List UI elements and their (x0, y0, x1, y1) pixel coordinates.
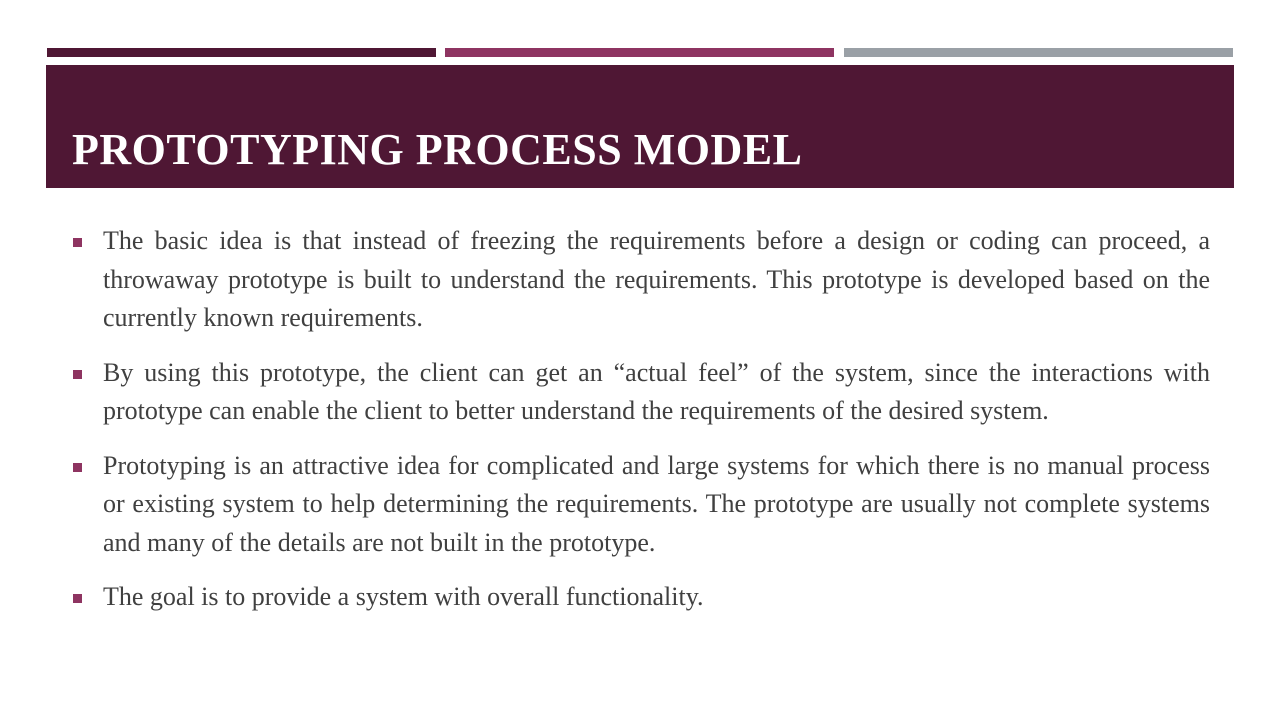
bullet-item (72, 447, 1210, 563)
square-bullet-icon (73, 463, 82, 472)
bullet-list (72, 222, 1210, 617)
bullet-item (72, 578, 1210, 617)
accent-bar-mid (445, 48, 834, 57)
slide-title: PROTOTYPING PROCESS MODEL (72, 125, 803, 174)
bullet-text: The goal is to provide a system with overall functionality. (103, 582, 704, 611)
square-bullet-icon (73, 370, 82, 379)
bullet-text: By using this prototype, the client can get an “actual feel” of the system, since the interactions with prototype can enable the client to better understand the requirements of the desired system. (103, 357, 1210, 425)
bullet-item (72, 222, 1210, 338)
bullet-text: Prototyping is an attractive idea for complicated and large systems for which there is no manual process or existing system to help determining the requirements. The prototype are usually not complete systems and many of the details are not built in the prototype. (103, 450, 1210, 557)
accent-bar-light (844, 48, 1233, 57)
square-bullet-icon (73, 594, 82, 603)
square-bullet-icon (73, 238, 82, 247)
title-banner (46, 65, 1234, 188)
bullet-text: The basic idea is that instead of freezing the requirements before a design or coding can proceed, a throwaway prototype is built to understand the requirements. This prototype is developed based on the currently known requirements. (103, 226, 1210, 332)
bullet-item (72, 354, 1210, 431)
accent-bar-dark (47, 48, 436, 57)
